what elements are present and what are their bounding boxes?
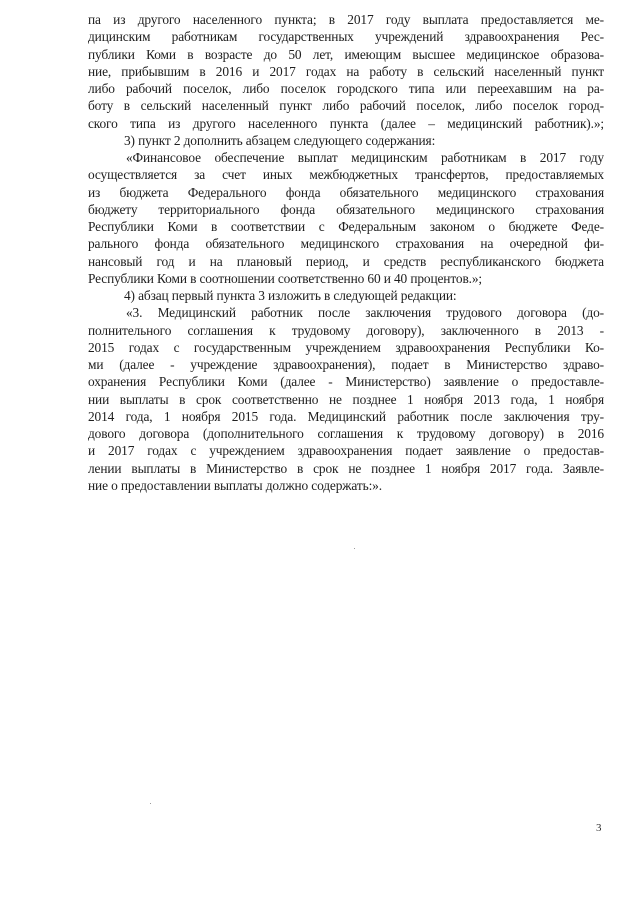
text-line: из бюджета Федерального фонда обязательного медицинского страхования [88, 184, 604, 200]
page-number: 3 [596, 822, 602, 834]
scan-speck [354, 548, 355, 549]
text-line: охранения Республики Коми (далее - Министерство) заявление о предоставле- [88, 374, 604, 390]
text-line: дового договора (дополнительного соглашения к трудовому договору) в 2016 [88, 426, 604, 441]
text-line: ние о предоставлении выплаты должно содержать:». [88, 477, 382, 493]
text-line: рального фонда обязательного медицинского страхования на очередной фи- [88, 236, 604, 252]
text-line: и 2017 годах с учреждением здравоохранения подает заявление о предостав- [88, 443, 604, 459]
text-line: Республики Коми в соответствии с Федеральным законом о бюджете Феде- [88, 219, 604, 234]
text-line: 2015 годах с государственным учреждением здравоохранения Республики Ко- [88, 339, 604, 355]
text-line: ского типа из другого населенного пункта (далее – медицинский работник).»; [88, 115, 604, 131]
text-line: нансовый год и на плановый период, и средств республиканского бюджета [88, 253, 604, 269]
text-line: Республики Коми в соотношении соответственно 60 и 40 процентов.»; [88, 270, 482, 286]
text-line: дицинским работникам государственных учреждений здравоохранения Рес- [88, 29, 604, 45]
text-line: ние, прибывшим в 2016 и 2017 годах на работу в сельский населенный пункт [88, 63, 604, 79]
text-line: полнительного соглашения к трудовому договору), заключенного в 2013 - [88, 322, 604, 338]
text-line: «3. Медицинский работник после заключения трудового договора (до- [126, 305, 604, 321]
text-line: нии выплаты в срок соответственно не позднее 1 ноября 2013 года, 1 ноября [88, 391, 604, 407]
list-item-4: 4) абзац первый пункта 3 изложить в следующей редакции: [124, 288, 457, 303]
text-line: боту в сельский населенный пункт либо рабочий поселок, либо поселок город- [88, 98, 604, 114]
scan-speck [150, 803, 151, 804]
text-line: па из другого населенного пункта; в 2017 году выплата предоставляется ме- [88, 12, 604, 27]
text-line: ми (далее - учреждение здравоохранения), подает в Министерство здраво- [88, 357, 604, 372]
text-line: либо рабочий поселок, либо поселок городского типа или переехавшим на ра- [88, 81, 604, 96]
text-line: 2014 года, 1 ноября 2015 года. Медицинский работник после заключения тру- [88, 408, 604, 424]
document-body [88, 11, 604, 494]
list-item-3: 3) пункт 2 дополнить абзацем следующего содержания: [124, 132, 436, 148]
text-line: лении выплаты в Министерство в срок не позднее 1 ноября 2017 года. Заявле- [88, 460, 604, 476]
text-line: публики Коми в возрасте до 50 лет, имеющим высшее медицинское образова- [88, 46, 604, 62]
text-line: «Финансовое обеспечение выплат медицинским работникам в 2017 году [126, 150, 604, 165]
text-line: осуществляется за счет иных межбюджетных трансфертов, предоставляемых [88, 167, 604, 183]
text-line: бюджету территориального фонда обязательного медицинского страхования [88, 201, 604, 217]
